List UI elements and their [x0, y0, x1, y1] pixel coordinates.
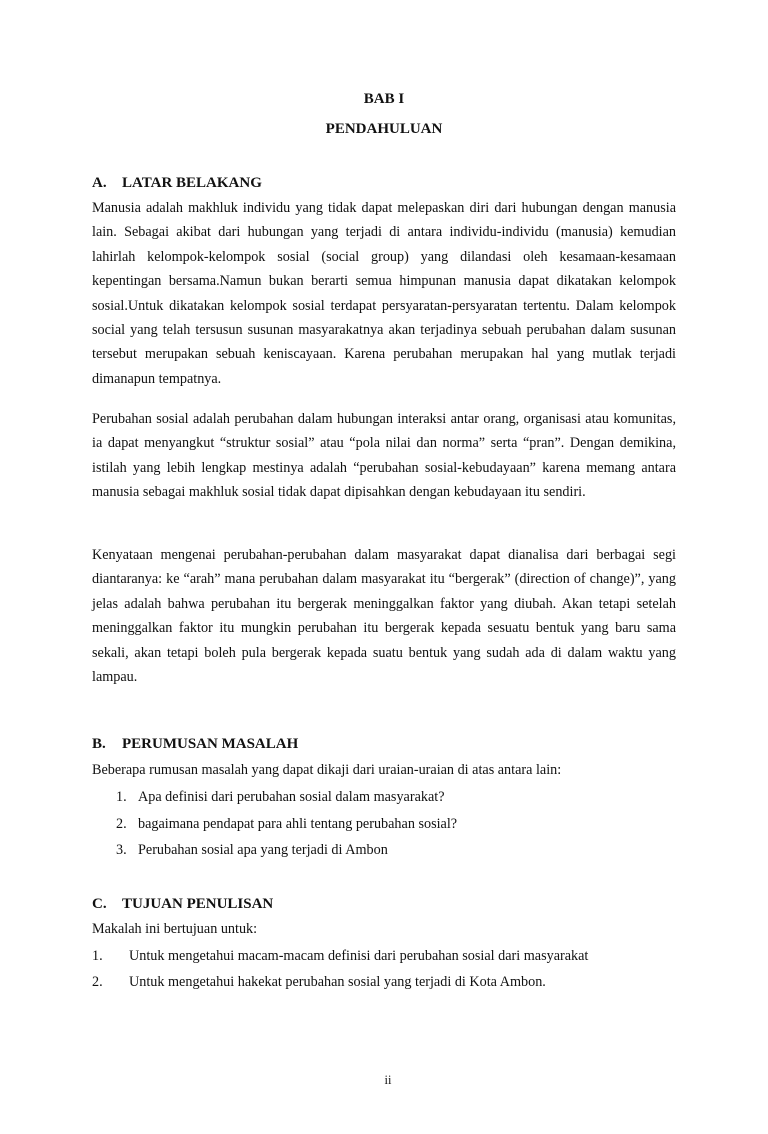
list-item-text: Perubahan sosial apa yang terjadi di Ambon [138, 842, 388, 858]
section-a-heading [92, 175, 262, 192]
chapter-title: BAB I [363, 91, 405, 107]
list-item [92, 948, 588, 974]
section-b-letter: B. [92, 736, 106, 752]
page-number: ii [384, 1073, 392, 1087]
list-item-number: 3. [116, 842, 127, 858]
list-item-number: 2. [92, 974, 103, 990]
list-item-number: 1. [92, 948, 103, 964]
section-c-letter: C. [92, 896, 107, 912]
section-c-heading [92, 896, 273, 913]
section-b-title: PERUMUSAN MASALAH [122, 736, 299, 752]
section-b-heading [92, 736, 298, 753]
section-a-title: LATAR BELAKANG [122, 175, 262, 191]
list-item-text: bagaimana pendapat para ahli tentang perubahan sosial? [138, 815, 458, 832]
list-item-text: Untuk mengetahui hakekat perubahan sosial yang terjadi di Kota Ambon. [129, 974, 546, 990]
objective-list [92, 948, 588, 1000]
section-a-paragraph-3: Kenyataan mengenai perubahan-perubahan dalam masyarakat dapat dianalisa dari berbagai segi diantaranya: ke “arah” mana perubahan dalam masyarakat itu “bergerak” (direction of change)”, yang jelas adalah bahwa perubahan itu bergerak meninggalkan faktor yang diubah. Akan tetapi setelah meninggalkan faktor itu mungkin perubahan itu bergerak kepada sesuatu bentuk yang baru sama sekali, akan tetapi boleh pula bergerak kepada suatu bentuk yang sudah ada di dalam waktu yang lampau. [92, 547, 676, 686]
section-a-paragraph-1: Manusia adalah makhluk individu yang tidak dapat melepaskan diri dari hubungan dengan manusia lain. Sebagai akibat dari hubungan yang terjadi di antara individu-individu (manusia) kemudian lahirlah kelompok-kelompok sosial (social group) yang dilandasi oleh kesamaan-kesamaan kepentingan bersama.Namun bukan berarti semua himpunan manusia dapat dikatakan kelompok sosial.Untuk dikatakan kelompok sosial terdapat persyaratan-persyaratan tertentu. Dalam kelompok social yang telah tersusun susunan masyarakatnya akan terjadinya sebuah perubahan dalam susunan tersebut merupakan sebuah keniscayaan. Karena perubahan merupakan hal yang mutlak terjadi dimanapun tempatnya. [92, 200, 676, 387]
list-item [92, 974, 588, 1000]
section-c-title: TUJUAN PENULISAN [122, 896, 274, 912]
list-item [116, 789, 457, 816]
list-item [116, 842, 457, 869]
list-item-number: 1. [116, 789, 127, 805]
list-item [116, 816, 457, 843]
chapter-subtitle: PENDAHULUAN [325, 121, 443, 137]
section-b-intro: Beberapa rumusan masalah yang dapat dikaji dari uraian-uraian di atas antara lain: [92, 762, 562, 778]
section-c-intro: Makalah ini bertujuan untuk: [92, 921, 258, 937]
problem-list [116, 789, 457, 869]
list-item-text: Apa definisi dari perubahan sosial dalam masyarakat? [138, 789, 445, 805]
section-a-paragraph-2: Perubahan sosial adalah perubahan dalam hubungan interaksi antar orang, organisasi atau komunitas, ia dapat menyangkut “struktur sosial” atau “pola nilai dan norma” serta “pran”. Dengan demikina, istilah yang lebih lengkap mestinya adalah “perubahan sosial-kebudayaan” karena memang antara manusia sebagai makhluk sosial tidak dapat dipisahkan dengan kebudayaan itu sendiri. [92, 411, 676, 501]
list-item-number: 2. [116, 815, 127, 832]
list-item-text: Untuk mengetahui macam-macam definisi dari perubahan sosial dari masyarakat [129, 948, 589, 964]
section-a-letter: A. [92, 175, 107, 191]
